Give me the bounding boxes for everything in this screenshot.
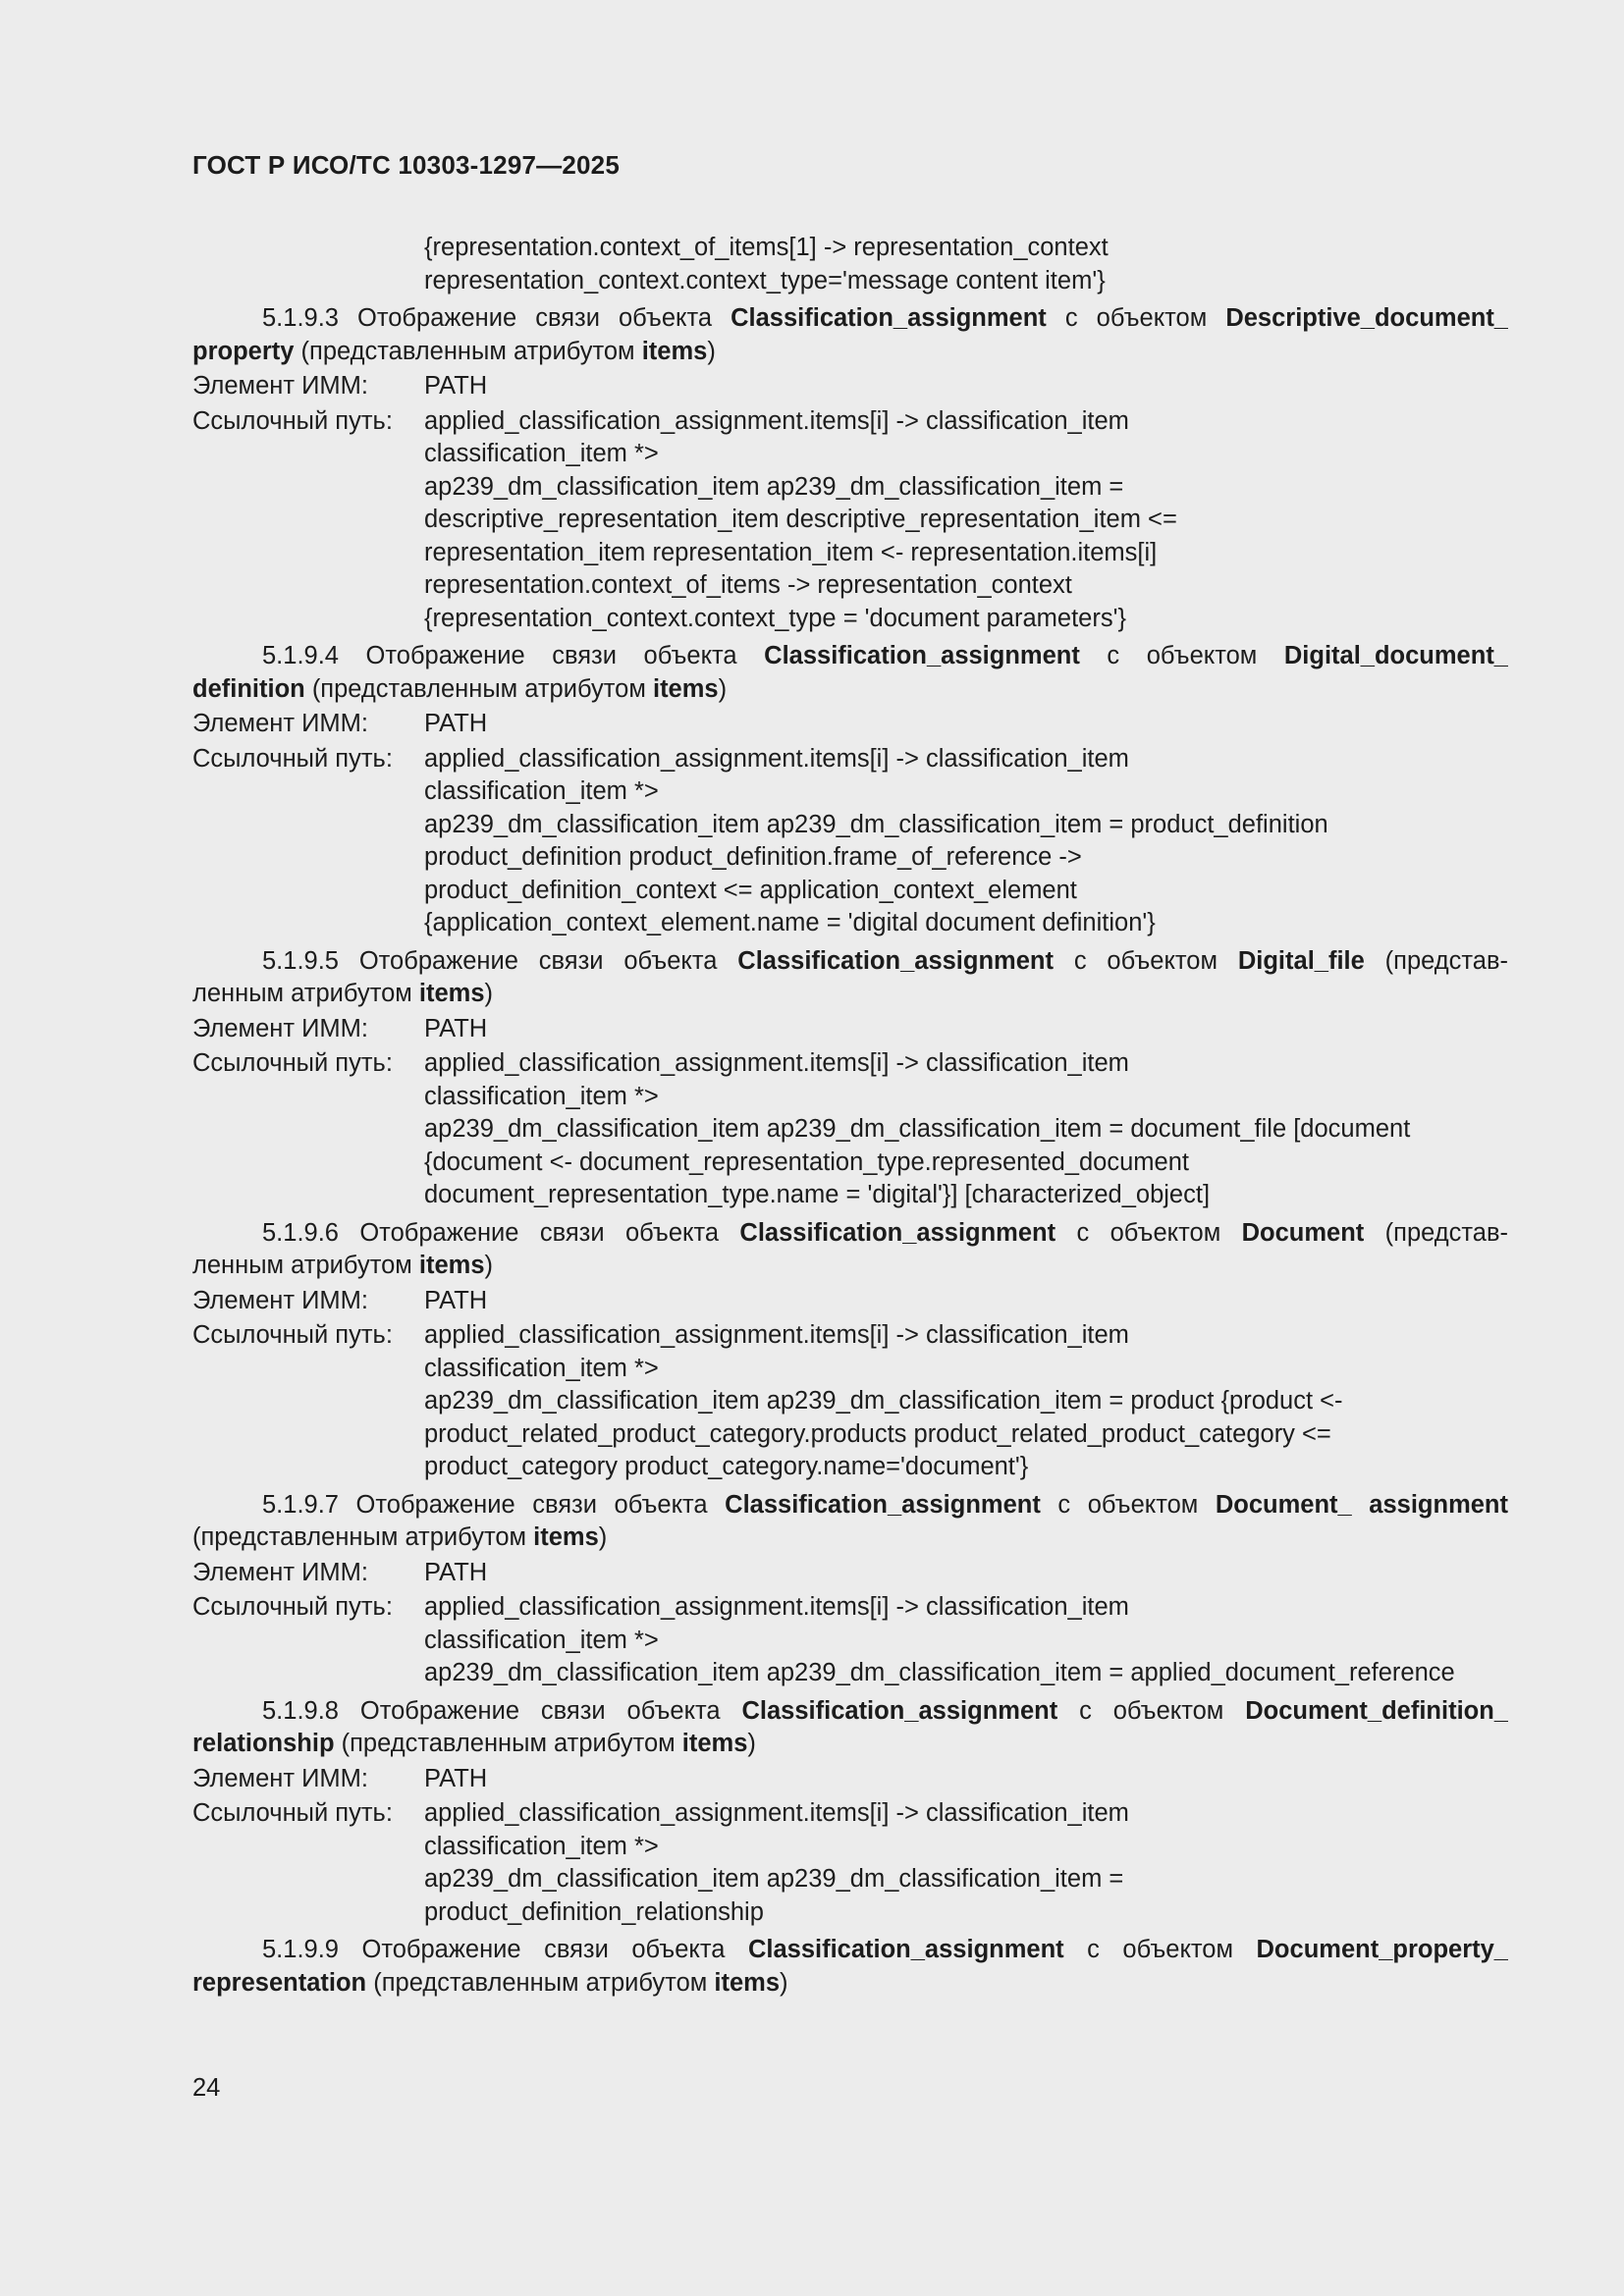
heading-text: 5.1.9.8 Отображение связи объекта <box>262 1696 742 1725</box>
heading-term: items <box>714 1968 781 1997</box>
heading-text: ленным атрибутом <box>192 1252 419 1279</box>
path-value <box>424 405 1508 636</box>
section-heading-line <box>192 1250 1508 1283</box>
path-line: applied_classification_assignment.items[i] -> classification_item <box>424 406 1129 435</box>
path-line: ap239_dm_classification_item ap239_dm_classification_item = <box>424 1865 1124 1893</box>
section-heading-line <box>192 640 1508 673</box>
path-line: classification_item *> <box>424 1082 659 1110</box>
path-line: product_definition_relationship <box>424 1897 764 1926</box>
section-heading-line <box>192 302 1508 336</box>
section-heading-line <box>192 673 1508 707</box>
heading-term: Classification_assignment <box>731 304 1047 332</box>
element-row <box>192 1557 1508 1590</box>
heading-text: 5.1.9.6 Отображение связи объекта <box>262 1218 740 1247</box>
section-heading-line <box>192 1934 1508 1967</box>
element-value: PATH <box>424 1558 488 1586</box>
path-value <box>424 1319 1508 1484</box>
heading-text: ) <box>484 1252 494 1279</box>
heading-term: items <box>418 980 485 1007</box>
heading-term: Document_property_ <box>1256 1936 1508 1963</box>
element-value: PATH <box>424 1014 488 1042</box>
path-line: {document <- document_representation_type.represented_document <box>424 1148 1189 1176</box>
heading-term: items <box>533 1523 599 1551</box>
element-value: PATH <box>424 710 488 737</box>
heading-text: с объектом <box>1057 1696 1246 1725</box>
heading-text: 5.1.9.5 Отображение связи объекта <box>262 946 738 975</box>
path-line: applied_classification_assignment.items[i] -> classification_item <box>424 1049 1129 1077</box>
path-line: ap239_dm_classification_item ap239_dm_classification_item = <box>424 472 1124 501</box>
heading-term: property <box>192 337 295 365</box>
element-row <box>192 1013 1508 1046</box>
path-line: representation.context_of_items -> representation_context <box>424 571 1072 599</box>
element-row <box>192 370 1508 403</box>
path-line: {application_context_element.name = 'digital document definition'} <box>424 909 1156 936</box>
heading-term: Classification_assignment <box>747 1936 1064 1963</box>
heading-term: representation <box>192 1968 367 1997</box>
path-line: product_definition product_definition.frame_of_reference -> <box>424 843 1082 871</box>
intro-line: {representation.context_of_items[1] -> representation_context <box>424 234 1109 261</box>
element-label: Элемент ИММ: <box>192 1014 368 1042</box>
element-label: Элемент ИММ: <box>192 710 368 737</box>
heading-term: Classification_assignment <box>737 946 1054 975</box>
section <box>192 1934 1508 2000</box>
heading-text: (представленным атрибутом <box>334 1730 682 1757</box>
section-heading-line <box>192 1967 1508 2001</box>
heading-term: items <box>652 674 719 703</box>
path-line: classification_item *> <box>424 1626 659 1654</box>
element-row <box>192 1763 1508 1796</box>
element-value: PATH <box>424 1286 488 1314</box>
heading-term: Classification_assignment <box>739 1218 1056 1247</box>
path-value <box>424 1591 1508 1690</box>
path-line: product_related_product_category.products product_related_product_category <= <box>424 1419 1331 1448</box>
heading-term: items <box>681 1730 748 1757</box>
element-label: Элемент ИММ: <box>192 1286 368 1314</box>
path-line: ap239_dm_classification_item ap239_dm_classification_item = applied_document_reference <box>424 1659 1455 1686</box>
heading-text: с объектом <box>1056 1218 1242 1247</box>
heading-term: Document_definition_ <box>1245 1696 1508 1725</box>
path-line: ap239_dm_classification_item ap239_dm_classification_item = product_definition <box>424 810 1328 838</box>
heading-text: 5.1.9.7 Отображение связи объекта <box>262 1490 726 1519</box>
section <box>192 1217 1508 1484</box>
heading-term: Descriptive_document_ <box>1225 304 1508 332</box>
path-value <box>424 1797 1508 1929</box>
element-label: Элемент ИММ: <box>192 1558 368 1586</box>
path-line: classification_item *> <box>424 777 659 805</box>
section <box>192 945 1508 1212</box>
heading-text: с объектом <box>1063 1936 1257 1963</box>
path-line: representation_item representation_item <- representation.items[i] <box>424 538 1158 566</box>
heading-text: с объектом <box>1053 946 1238 975</box>
path-row <box>192 405 1508 636</box>
section-heading-line <box>192 1522 1508 1555</box>
path-line: classification_item *> <box>424 1832 659 1860</box>
intro-line: representation_context.context_type='message content item'} <box>424 266 1106 294</box>
section-heading-line <box>192 1217 1508 1251</box>
heading-text: ) <box>718 674 728 703</box>
path-line: classification_item *> <box>424 440 659 467</box>
page-number: 24 <box>192 2074 221 2102</box>
section <box>192 1489 1508 1690</box>
heading-term: Digital_document_ <box>1283 642 1508 669</box>
document-body <box>192 232 1508 2000</box>
heading-text: (представленным атрибутом <box>304 674 653 703</box>
heading-term: Classification_assignment <box>741 1696 1058 1725</box>
path-line: applied_classification_assignment.items[i] -> classification_item <box>424 1321 1129 1349</box>
path-label: Ссылочный путь: <box>192 1049 393 1077</box>
heading-text: (представ- <box>1364 946 1508 975</box>
path-line: product_category product_category.name='document'} <box>424 1453 1029 1480</box>
path-row <box>192 1047 1508 1212</box>
path-row <box>192 1319 1508 1484</box>
heading-text: 5.1.9.3 Отображение связи объекта <box>262 304 731 332</box>
section-heading-line <box>192 336 1508 369</box>
heading-text: (представ- <box>1364 1218 1508 1247</box>
heading-text: ) <box>598 1523 608 1551</box>
path-label: Ссылочный путь: <box>192 406 393 435</box>
heading-text: ) <box>484 980 494 1007</box>
element-label: Элемент ИММ: <box>192 1764 368 1792</box>
path-label: Ссылочный путь: <box>192 1593 393 1621</box>
section <box>192 640 1508 940</box>
heading-term: Classification_assignment <box>764 642 1080 669</box>
heading-text: ленным атрибутом <box>192 980 419 1007</box>
path-value <box>424 743 1508 940</box>
section <box>192 1695 1508 1930</box>
section-heading-line <box>192 1695 1508 1729</box>
heading-term: Classification_assignment <box>725 1490 1041 1519</box>
heading-text: с объектом <box>1079 642 1284 669</box>
heading-text: с объектом <box>1040 1490 1216 1519</box>
path-line: document_representation_type.name = 'digital'}] [characterized_object] <box>424 1181 1211 1208</box>
section <box>192 302 1508 635</box>
heading-text: с объектом <box>1046 304 1226 332</box>
element-value: PATH <box>424 372 488 400</box>
path-line: applied_classification_assignment.items[i] -> classification_item <box>424 1593 1129 1621</box>
path-line: ap239_dm_classification_item ap239_dm_classification_item = document_file [document <box>424 1115 1411 1143</box>
element-row <box>192 708 1508 741</box>
heading-text: (представленным атрибутом <box>366 1968 715 1997</box>
path-value <box>424 1047 1508 1212</box>
path-line: {representation_context.context_type = 'document parameters'} <box>424 604 1126 632</box>
heading-text: (представленным атрибутом <box>294 337 642 365</box>
heading-term: Document <box>1241 1218 1365 1247</box>
element-row <box>192 1285 1508 1318</box>
element-value: PATH <box>424 1764 488 1792</box>
element-label: Элемент ИММ: <box>192 372 368 400</box>
heading-term: definition <box>192 674 305 703</box>
section-heading-line <box>192 978 1508 1011</box>
section-heading-line <box>192 1489 1508 1522</box>
heading-term: items <box>418 1252 485 1279</box>
heading-text: ) <box>707 337 716 365</box>
heading-text: (представленным атрибутом <box>192 1523 534 1551</box>
section-heading-line <box>192 945 1508 979</box>
path-label: Ссылочный путь: <box>192 744 393 773</box>
path-row <box>192 743 1508 940</box>
path-line: descriptive_representation_item descriptive_representation_item <= <box>424 506 1177 533</box>
heading-term: Digital_file <box>1237 946 1365 975</box>
section-heading-line <box>192 1728 1508 1761</box>
path-label: Ссылочный путь: <box>192 1321 393 1349</box>
path-line: applied_classification_assignment.items[i] -> classification_item <box>424 1799 1129 1827</box>
heading-term: Document_ assignment <box>1215 1490 1508 1519</box>
heading-term: relationship <box>192 1730 335 1757</box>
path-line: product_definition_context <= application_context_element <box>424 876 1077 904</box>
path-line: applied_classification_assignment.items[i] -> classification_item <box>424 744 1129 773</box>
heading-text: 5.1.9.9 Отображение связи объекта <box>262 1936 748 1963</box>
heading-text: ) <box>747 1730 756 1757</box>
heading-text: 5.1.9.4 Отображение связи объекта <box>262 642 765 669</box>
path-line: ap239_dm_classification_item ap239_dm_classification_item = product {product <- <box>424 1387 1343 1415</box>
document-header: ГОСТ Р ИСО/ТС 10303-1297—2025 <box>192 150 621 180</box>
path-line: classification_item *> <box>424 1354 659 1382</box>
path-row <box>192 1797 1508 1929</box>
heading-term: items <box>641 337 708 365</box>
path-label: Ссылочный путь: <box>192 1799 393 1827</box>
path-row <box>192 1591 1508 1690</box>
heading-text: ) <box>780 1968 788 1997</box>
